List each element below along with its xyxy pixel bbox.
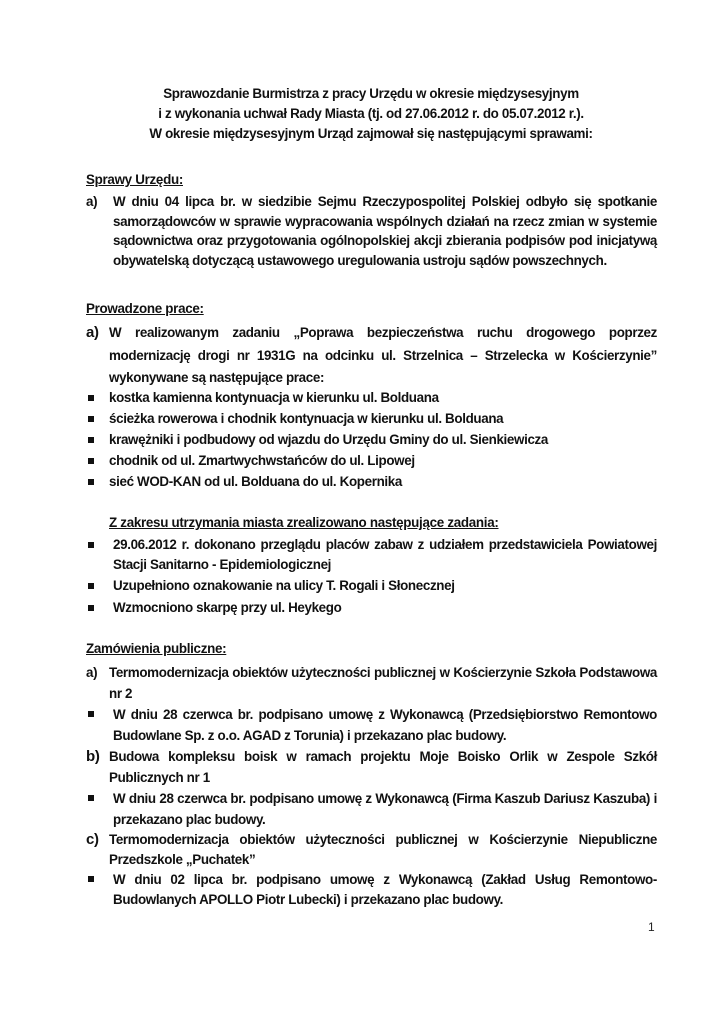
list-marker: a) [86, 665, 98, 680]
bullet-item [86, 451, 657, 471]
list-item [86, 322, 657, 390]
bullet-item [86, 704, 657, 746]
title-line-3: W okresie międzysesyjnym Urząd zajmował się następującymi sprawami: [149, 126, 593, 141]
list-marker: b) [86, 748, 100, 765]
bullet-text: W dniu 28 czerwca br. podpisano umowę z Wykonawcą (Przedsiębiorstwo Remontowo Budowlane Sp. z o.o. AGAD z Torunia) i przekazano plac budowy. [113, 707, 657, 743]
list-item-text: Termomodernizacja obiektów użyteczności publicznej w Kościerzynie Szkoła Podstawowa nr 2 [109, 665, 657, 701]
bullet-item [86, 870, 657, 910]
bullet-item [86, 576, 657, 596]
bullet-item [86, 788, 657, 830]
list-marker: c) [86, 831, 99, 848]
list-item [86, 830, 657, 870]
bullet-item [86, 472, 657, 492]
bullet-item [86, 430, 657, 450]
square-bullet-icon [88, 437, 94, 443]
bullet-text: chodnik od ul. Zmartwychwstańców do ul. Lipowej [109, 453, 415, 468]
list-marker: a) [86, 194, 98, 209]
square-bullet-icon [88, 795, 94, 801]
bullet-item [86, 409, 657, 429]
bullet-text: kostka kamienna kontynuacja w kierunku ul. Bolduana [109, 390, 439, 405]
list-item-text: W dniu 04 lipca br. w siedzibie Sejmu Rzeczypospolitej Polskiej odbyło się spotkanie samorządowców w sprawie wypracowania wspólnych działań na rzecz zmian w systemie sądownictwa oraz przygotowania ogólnopolskiej akcji zbierania podpisów pod inicjatywą obywatelską dotyczącą ustawowego uregulowania ustroju sądów powszechnych. [113, 194, 657, 268]
bullet-item [86, 535, 657, 575]
bullet-text: Wzmocniono skarpę przy ul. Heykego [113, 600, 342, 615]
report-title [86, 84, 656, 144]
list-item-text: Termomodernizacja obiektów użyteczności publicznej w Kościerzynie Niepubliczne Przedszkole „Puchatek” [109, 832, 657, 867]
square-bullet-icon [88, 583, 94, 589]
section-heading-prace: Prowadzone prace: [86, 301, 204, 316]
bullet-item [86, 388, 657, 408]
bullet-text: sieć WOD-KAN od ul. Bolduana do ul. Kopernika [109, 474, 402, 489]
list-item [86, 662, 657, 704]
square-bullet-icon [88, 479, 94, 485]
square-bullet-icon [88, 542, 94, 548]
section-heading-sprawy: Sprawy Urzędu: [86, 172, 183, 187]
bullet-item [86, 598, 657, 618]
list-item-text: Budowa kompleksu boisk w ramach projektu Moje Boisko Orlik w Zespole Szkół Publicznych nr 1 [109, 749, 657, 785]
list-item [86, 746, 657, 788]
section-heading-zamowienia: Zamówienia publiczne: [86, 641, 227, 656]
square-bullet-icon [88, 876, 94, 882]
list-item-text: W realizowanym zadaniu „Poprawa bezpieczeństwa ruchu drogowego poprzez modernizację drogi nr 1931G na odcinku ul. Strzelnica – Strzelecka w Kościerzynie” wykonywane są następujące prace: [109, 325, 657, 385]
page-number: 1 [648, 920, 655, 934]
bullet-text: W dniu 02 lipca br. podpisano umowę z Wykonawcą (Zakład Usług Remontowo-Budowlanych APOLLO Piotr Lubecki) i przekazano plac budowy. [113, 872, 657, 907]
section-heading-utrzymanie: Z zakresu utrzymania miasta zrealizowano następujące zadania: [109, 515, 499, 530]
list-item [86, 192, 657, 270]
square-bullet-icon [88, 416, 94, 422]
bullet-text: 29.06.2012 r. dokonano przeglądu placów zabaw z udziałem przedstawiciela Powiatowej Stacji Sanitarno - Epidemiologicznej [113, 537, 657, 572]
square-bullet-icon [88, 605, 94, 611]
square-bullet-icon [88, 458, 94, 464]
list-marker: a) [86, 324, 99, 341]
bullet-text: ścieżka rowerowa i chodnik kontynuacja w kierunku ul. Bolduana [109, 411, 504, 426]
title-line-2: i z wykonania uchwał Rady Miasta (tj. od 27.06.2012 r. do 05.07.2012 r.). [158, 106, 584, 121]
square-bullet-icon [88, 711, 94, 717]
title-line-1: Sprawozdanie Burmistrza z pracy Urzędu w okresie międzysesyjnym [163, 86, 579, 101]
square-bullet-icon [88, 395, 94, 401]
bullet-text: W dniu 28 czerwca br. podpisano umowę z Wykonawcą (Firma Kaszub Dariusz Kaszuba) i przekazano plac budowy. [113, 791, 657, 827]
bullet-text: krawężniki i podbudowy od wjazdu do Urzędu Gminy do ul. Sienkiewicza [109, 432, 548, 447]
bullet-text: Uzupełniono oznakowanie na ulicy T. Rogali i Słonecznej [113, 578, 455, 593]
